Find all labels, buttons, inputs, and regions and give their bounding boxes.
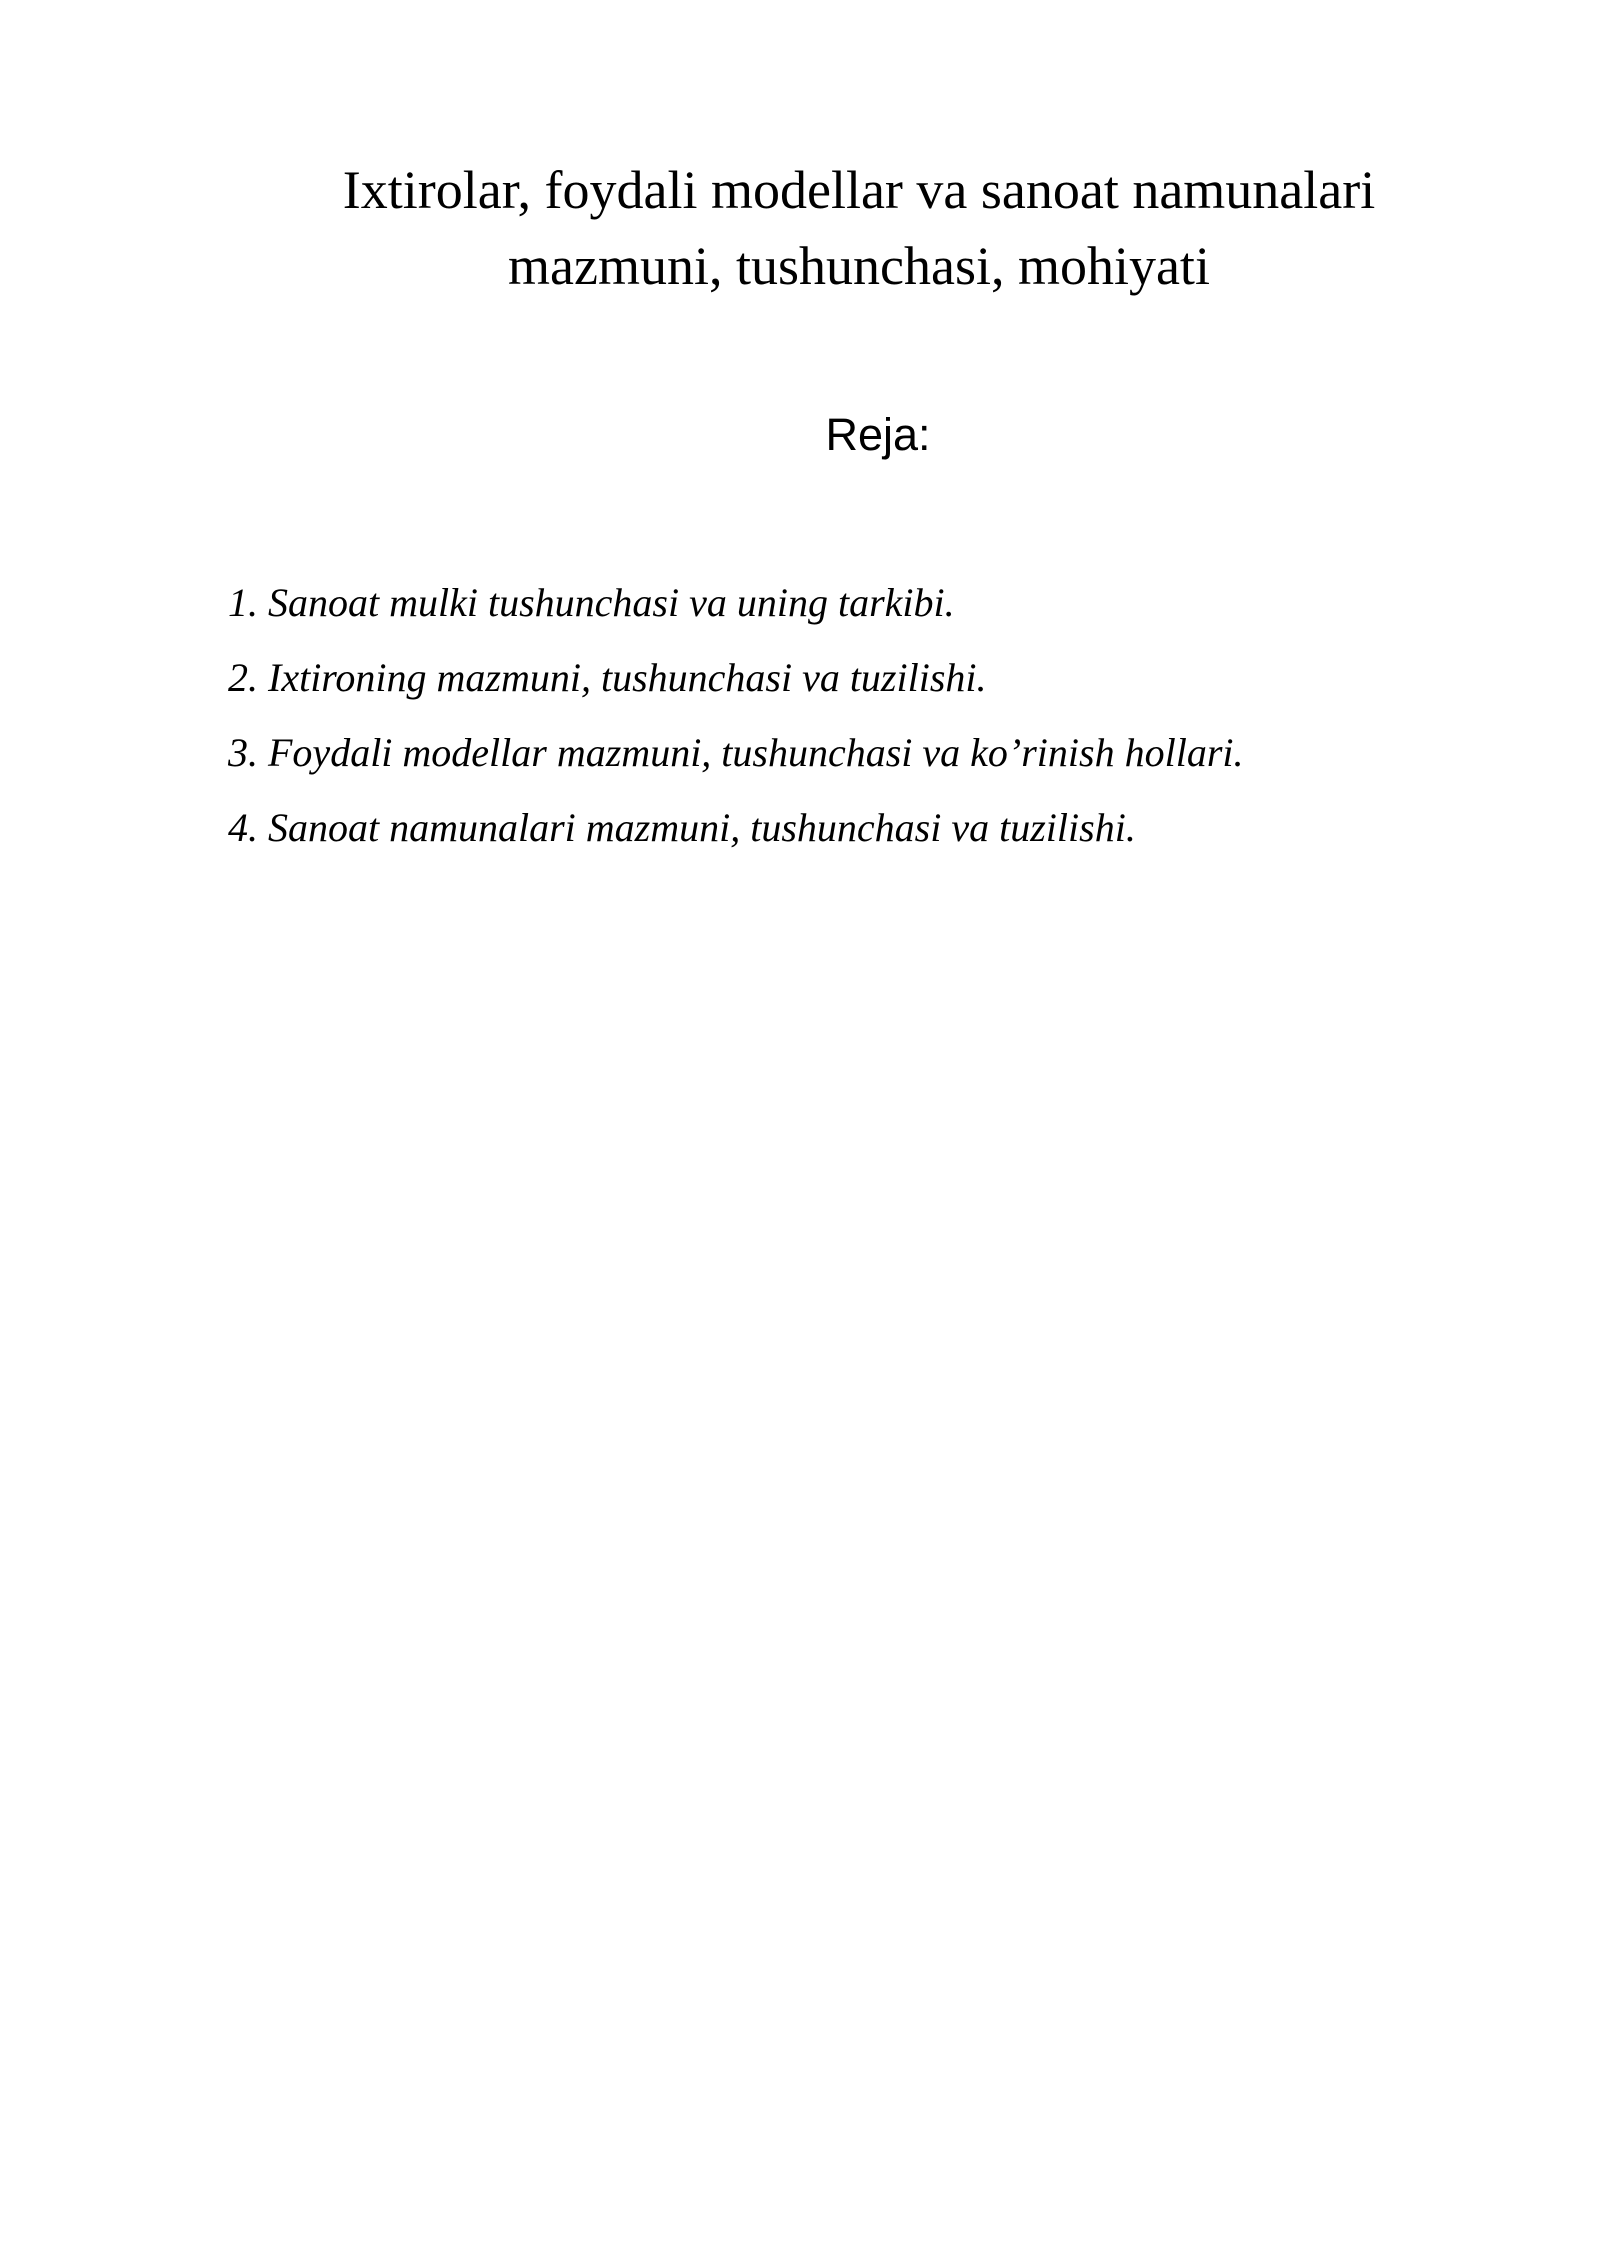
plan-list — [228, 578, 1244, 878]
plan-item-4: 4. Sanoat namunalari mazmuni, tushunchasi va tuzilishi. — [228, 805, 1136, 850]
plan-item-1: 1. Sanoat mulki tushunchasi va uning tarkibi. — [228, 580, 955, 625]
plan-heading: Reja: — [825, 409, 931, 460]
title-line-2: mazmuni, tushunchasi, mohiyati — [508, 236, 1210, 296]
plan-item-3: 3. Foydali modellar mazmuni, tushunchasi va ko’rinish hollari. — [228, 730, 1244, 775]
title-line-1: Ixtirolar, foydali modellar va sanoat namunalari — [342, 160, 1376, 220]
plan-item-2: 2. Ixtironing mazmuni, tushunchasi va tuzilishi. — [228, 655, 987, 700]
document-title — [0, 152, 1600, 304]
